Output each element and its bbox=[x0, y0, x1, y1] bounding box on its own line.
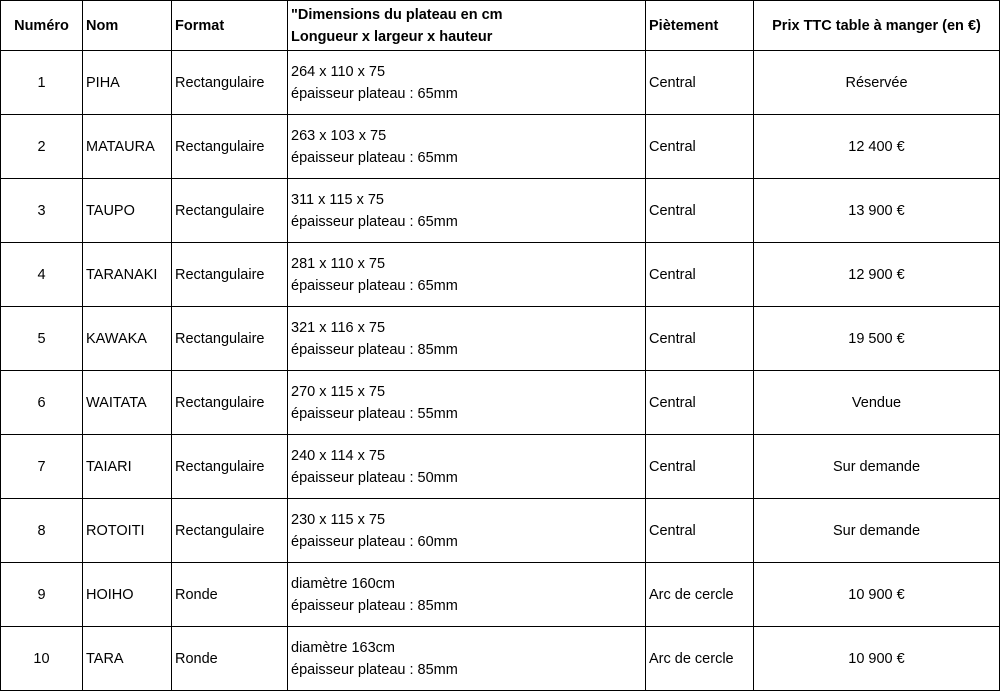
table-row bbox=[1, 307, 1000, 371]
cell-format: Rectangulaire bbox=[172, 243, 288, 307]
dimensions-size: 281 x 110 x 75 bbox=[291, 255, 386, 272]
header-row bbox=[1, 1, 1000, 51]
table-row bbox=[1, 499, 1000, 563]
cell-pietement: Central bbox=[646, 51, 754, 115]
cell-dimensions bbox=[288, 307, 646, 371]
dimensions-thickness: épaisseur plateau : 65mm bbox=[291, 277, 458, 294]
cell-format: Rectangulaire bbox=[172, 51, 288, 115]
dimensions-thickness: épaisseur plateau : 85mm bbox=[291, 597, 458, 614]
cell-dimensions bbox=[288, 179, 646, 243]
dimensions-size: 321 x 116 x 75 bbox=[291, 319, 386, 336]
cell-prix: 19 500 € bbox=[754, 307, 1000, 371]
table-row bbox=[1, 563, 1000, 627]
cell-numero: 6 bbox=[1, 371, 83, 435]
dimensions-thickness: épaisseur plateau : 85mm bbox=[291, 661, 458, 678]
cell-prix: 10 900 € bbox=[754, 627, 1000, 691]
cell-pietement: Central bbox=[646, 115, 754, 179]
dimensions-thickness: épaisseur plateau : 85mm bbox=[291, 341, 458, 358]
header-numero: Numéro bbox=[1, 1, 83, 51]
cell-dimensions bbox=[288, 115, 646, 179]
cell-numero: 2 bbox=[1, 115, 83, 179]
cell-nom: WAITATA bbox=[83, 371, 172, 435]
table-row bbox=[1, 627, 1000, 691]
cell-numero: 9 bbox=[1, 563, 83, 627]
dimensions-size: 240 x 114 x 75 bbox=[291, 447, 386, 464]
cell-format: Rectangulaire bbox=[172, 371, 288, 435]
dimensions-size: 263 x 103 x 75 bbox=[291, 127, 387, 144]
header-dimensions-line1: "Dimensions du plateau en cm bbox=[291, 6, 503, 23]
cell-prix: Réservée bbox=[754, 51, 1000, 115]
header-dimensions bbox=[288, 1, 646, 51]
table-row bbox=[1, 243, 1000, 307]
cell-nom: TAUPO bbox=[83, 179, 172, 243]
cell-prix: 10 900 € bbox=[754, 563, 1000, 627]
cell-nom: MATAURA bbox=[83, 115, 172, 179]
dimensions-size: diamètre 163cm bbox=[291, 639, 395, 656]
cell-prix: Sur demande bbox=[754, 435, 1000, 499]
cell-format: Rectangulaire bbox=[172, 179, 288, 243]
cell-pietement: Central bbox=[646, 435, 754, 499]
header-nom: Nom bbox=[83, 1, 172, 51]
cell-nom: KAWAKA bbox=[83, 307, 172, 371]
dimensions-size: 230 x 115 x 75 bbox=[291, 511, 386, 528]
cell-prix: Vendue bbox=[754, 371, 1000, 435]
table-header bbox=[1, 1, 1000, 51]
header-dimensions-line2: Longueur x largeur x hauteur bbox=[291, 28, 493, 45]
dimensions-size: 311 x 115 x 75 bbox=[291, 191, 384, 208]
cell-pietement: Arc de cercle bbox=[646, 627, 754, 691]
cell-nom: PIHA bbox=[83, 51, 172, 115]
cell-format: Rectangulaire bbox=[172, 435, 288, 499]
cell-nom: TARA bbox=[83, 627, 172, 691]
header-prix: Prix TTC table à manger (en €) bbox=[754, 1, 1000, 51]
cell-dimensions bbox=[288, 243, 646, 307]
cell-numero: 1 bbox=[1, 51, 83, 115]
table-row bbox=[1, 179, 1000, 243]
cell-nom: TAIARI bbox=[83, 435, 172, 499]
cell-numero: 7 bbox=[1, 435, 83, 499]
dimensions-thickness: épaisseur plateau : 65mm bbox=[291, 85, 458, 102]
table-row bbox=[1, 51, 1000, 115]
cell-numero: 4 bbox=[1, 243, 83, 307]
dimensions-thickness: épaisseur plateau : 65mm bbox=[291, 213, 458, 230]
cell-numero: 10 bbox=[1, 627, 83, 691]
cell-dimensions bbox=[288, 627, 646, 691]
cell-pietement: Central bbox=[646, 243, 754, 307]
cell-format: Rectangulaire bbox=[172, 499, 288, 563]
dimensions-thickness: épaisseur plateau : 55mm bbox=[291, 405, 458, 422]
cell-dimensions bbox=[288, 51, 646, 115]
dimensions-thickness: épaisseur plateau : 60mm bbox=[291, 533, 458, 550]
table-row bbox=[1, 115, 1000, 179]
header-pietement: Piètement bbox=[646, 1, 754, 51]
cell-prix: 13 900 € bbox=[754, 179, 1000, 243]
cell-format: Ronde bbox=[172, 563, 288, 627]
dimensions-size: 270 x 115 x 75 bbox=[291, 383, 386, 400]
cell-dimensions bbox=[288, 435, 646, 499]
cell-numero: 5 bbox=[1, 307, 83, 371]
header-format: Format bbox=[172, 1, 288, 51]
table-row bbox=[1, 371, 1000, 435]
cell-nom: HOIHO bbox=[83, 563, 172, 627]
cell-numero: 3 bbox=[1, 179, 83, 243]
cell-pietement: Central bbox=[646, 499, 754, 563]
cell-prix: Sur demande bbox=[754, 499, 1000, 563]
cell-nom: ROTOITI bbox=[83, 499, 172, 563]
cell-prix: 12 900 € bbox=[754, 243, 1000, 307]
cell-prix: 12 400 € bbox=[754, 115, 1000, 179]
cell-pietement: Central bbox=[646, 307, 754, 371]
table-row bbox=[1, 435, 1000, 499]
cell-numero: 8 bbox=[1, 499, 83, 563]
cell-pietement: Central bbox=[646, 179, 754, 243]
table-body bbox=[1, 51, 1000, 691]
cell-dimensions bbox=[288, 499, 646, 563]
dimensions-size: diamètre 160cm bbox=[291, 575, 395, 592]
cell-format: Ronde bbox=[172, 627, 288, 691]
cell-pietement: Central bbox=[646, 371, 754, 435]
dimensions-thickness: épaisseur plateau : 50mm bbox=[291, 469, 458, 486]
cell-pietement: Arc de cercle bbox=[646, 563, 754, 627]
cell-dimensions bbox=[288, 563, 646, 627]
dimensions-size: 264 x 110 x 75 bbox=[291, 63, 386, 80]
dimensions-thickness: épaisseur plateau : 65mm bbox=[291, 149, 458, 166]
cell-dimensions bbox=[288, 371, 646, 435]
cell-format: Rectangulaire bbox=[172, 307, 288, 371]
cell-nom: TARANAKI bbox=[83, 243, 172, 307]
cell-format: Rectangulaire bbox=[172, 115, 288, 179]
